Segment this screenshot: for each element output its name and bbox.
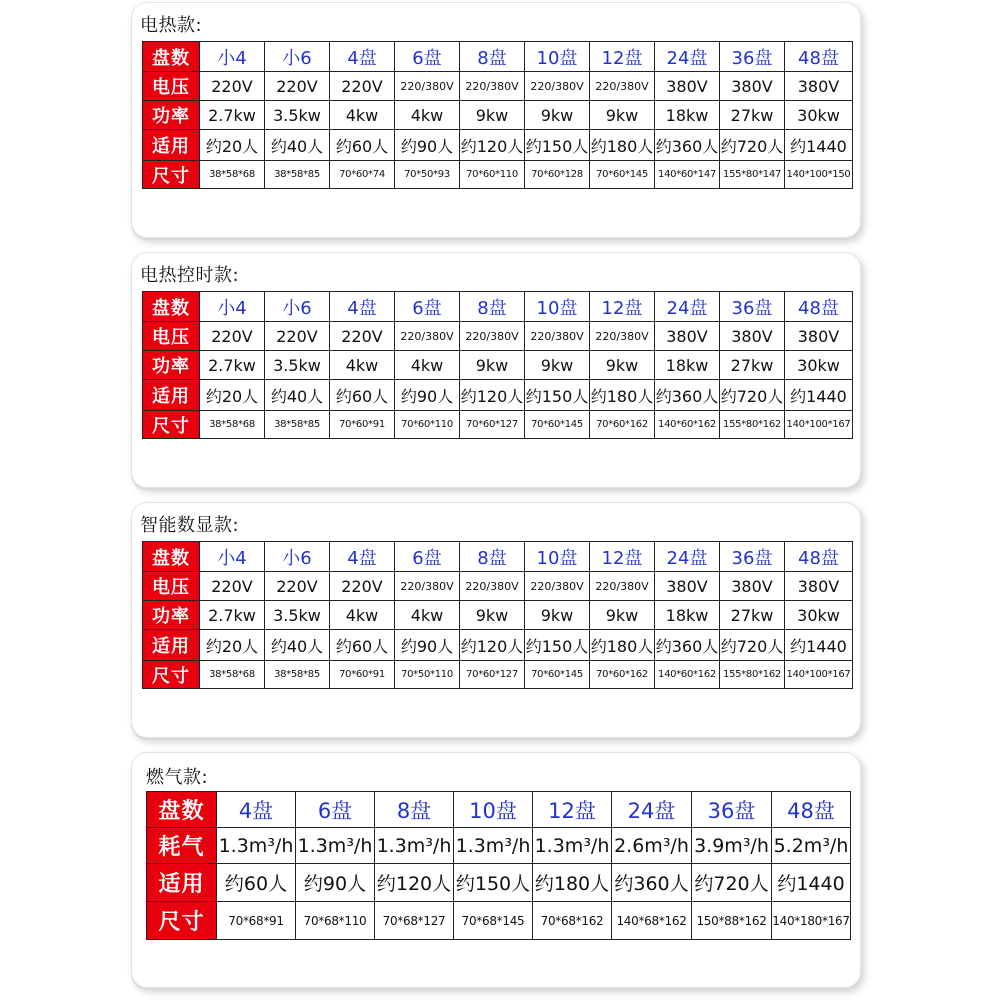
cell: 70*60*91 [330, 411, 395, 439]
cell: 70*60*74 [330, 161, 395, 189]
section-title: 智能数显款: [140, 515, 240, 536]
spec-card-electric [131, 2, 861, 238]
cell: 220/380V [525, 72, 590, 101]
cell: 36盘 [720, 542, 785, 572]
row-label: 盘数 [143, 292, 200, 322]
cell: 140*100*167 [785, 661, 853, 689]
cell: 150*88*162 [692, 902, 772, 940]
cell: 约180人 [590, 380, 655, 411]
spec-table [142, 541, 853, 689]
table-row [143, 380, 853, 411]
cell: 24盘 [612, 792, 692, 828]
cell: 70*60*127 [460, 411, 525, 439]
table-row [143, 42, 853, 72]
row-label: 电压 [143, 572, 200, 601]
cell: 30kw [785, 351, 853, 380]
cell: 155*80*147 [720, 161, 785, 189]
cell: 38*58*68 [200, 161, 265, 189]
spec-table [146, 791, 851, 940]
cell: 约40人 [265, 630, 330, 661]
cell: 2.7kw [200, 601, 265, 630]
cell: 70*68*145 [454, 902, 533, 940]
cell: 70*50*93 [395, 161, 460, 189]
row-label: 耗气 [147, 828, 217, 864]
cell: 4盘 [330, 42, 395, 72]
cell: 6盘 [395, 292, 460, 322]
cell: 27kw [720, 351, 785, 380]
cell: 约120人 [460, 130, 525, 161]
cell: 380V [720, 72, 785, 101]
table-row [143, 101, 853, 130]
cell: 220/380V [395, 572, 460, 601]
cell: 36盘 [692, 792, 772, 828]
table-row [147, 792, 851, 828]
cell: 220V [330, 322, 395, 351]
cell: 约150人 [454, 864, 533, 902]
cell: 18kw [655, 101, 720, 130]
cell: 约20人 [200, 380, 265, 411]
cell: 9kw [590, 351, 655, 380]
cell: 70*50*110 [395, 661, 460, 689]
cell: 70*60*110 [395, 411, 460, 439]
cell: 9kw [525, 351, 590, 380]
cell: 24盘 [655, 542, 720, 572]
cell: 380V [655, 572, 720, 601]
cell: 3.5kw [265, 351, 330, 380]
cell: 48盘 [785, 292, 853, 322]
cell: 140*100*167 [785, 411, 853, 439]
cell: 140*60*162 [655, 411, 720, 439]
cell: 380V [720, 322, 785, 351]
cell: 4盘 [330, 542, 395, 572]
cell: 38*58*68 [200, 411, 265, 439]
cell: 4kw [395, 351, 460, 380]
cell: 约90人 [395, 630, 460, 661]
cell: 24盘 [655, 292, 720, 322]
cell: 约90人 [395, 130, 460, 161]
row-label: 功率 [143, 351, 200, 380]
cell: 约360人 [655, 630, 720, 661]
cell: 9kw [460, 601, 525, 630]
row-label: 盘数 [143, 42, 200, 72]
table-row [143, 130, 853, 161]
cell: 12盘 [533, 792, 612, 828]
spec-card-smart-display [131, 502, 861, 738]
cell: 小4 [200, 292, 265, 322]
cell: 约90人 [296, 864, 375, 902]
cell: 220/380V [525, 572, 590, 601]
cell: 约1440 [785, 130, 853, 161]
cell: 140*100*150 [785, 161, 853, 189]
cell: 220/380V [590, 322, 655, 351]
cell: 约720人 [720, 630, 785, 661]
cell: 6盘 [296, 792, 375, 828]
cell: 380V [785, 322, 853, 351]
cell: 10盘 [525, 42, 590, 72]
cell: 38*58*68 [200, 661, 265, 689]
cell: 140*180*167 [772, 902, 851, 940]
cell: 1.3m³/h [375, 828, 454, 864]
cell: 38*58*85 [265, 161, 330, 189]
table-row [143, 161, 853, 189]
cell: 约180人 [533, 864, 612, 902]
cell: 小6 [265, 42, 330, 72]
cell: 36盘 [720, 292, 785, 322]
cell: 27kw [720, 101, 785, 130]
cell: 24盘 [655, 42, 720, 72]
cell: 70*60*128 [525, 161, 590, 189]
cell: 3.9m³/h [692, 828, 772, 864]
cell: 220/380V [460, 72, 525, 101]
cell: 70*68*110 [296, 902, 375, 940]
cell: 4kw [330, 351, 395, 380]
cell: 70*60*162 [590, 661, 655, 689]
cell: 70*60*145 [525, 661, 590, 689]
cell: 12盘 [590, 542, 655, 572]
row-label: 电压 [143, 72, 200, 101]
table-row [143, 661, 853, 689]
cell: 约180人 [590, 130, 655, 161]
cell: 约40人 [265, 380, 330, 411]
cell: 8盘 [460, 42, 525, 72]
table-row [143, 542, 853, 572]
cell: 220V [330, 572, 395, 601]
cell: 1.3m³/h [533, 828, 612, 864]
cell: 10盘 [525, 542, 590, 572]
cell: 140*60*147 [655, 161, 720, 189]
cell: 4盘 [330, 292, 395, 322]
cell: 220V [265, 322, 330, 351]
cell: 12盘 [590, 42, 655, 72]
cell: 约1440 [772, 864, 851, 902]
cell: 小4 [200, 542, 265, 572]
cell: 9kw [525, 101, 590, 130]
table-row [143, 601, 853, 630]
cell: 4盘 [217, 792, 296, 828]
cell: 约1440 [785, 380, 853, 411]
cell: 220V [200, 322, 265, 351]
cell: 220V [265, 572, 330, 601]
cell: 70*68*162 [533, 902, 612, 940]
cell: 70*60*162 [590, 411, 655, 439]
cell: 2.7kw [200, 101, 265, 130]
row-label: 功率 [143, 101, 200, 130]
cell: 小6 [265, 292, 330, 322]
cell: 10盘 [454, 792, 533, 828]
cell: 10盘 [525, 292, 590, 322]
cell: 220/380V [590, 72, 655, 101]
cell: 3.5kw [265, 601, 330, 630]
cell: 约60人 [217, 864, 296, 902]
cell: 约360人 [655, 380, 720, 411]
cell: 220/380V [395, 322, 460, 351]
cell: 70*60*91 [330, 661, 395, 689]
cell: 140*60*162 [655, 661, 720, 689]
cell: 6盘 [395, 542, 460, 572]
row-label: 功率 [143, 601, 200, 630]
cell: 140*68*162 [612, 902, 692, 940]
cell: 220V [330, 72, 395, 101]
table-row [147, 864, 851, 902]
cell: 155*80*162 [720, 661, 785, 689]
table-row [147, 828, 851, 864]
cell: 4kw [395, 601, 460, 630]
cell: 220V [200, 572, 265, 601]
table-row [143, 72, 853, 101]
cell: 220/380V [590, 572, 655, 601]
cell: 220/380V [525, 322, 590, 351]
row-label: 盘数 [147, 792, 217, 828]
cell: 约180人 [590, 630, 655, 661]
cell: 1.3m³/h [454, 828, 533, 864]
cell: 30kw [785, 101, 853, 130]
cell: 8盘 [375, 792, 454, 828]
cell: 27kw [720, 601, 785, 630]
row-label: 尺寸 [143, 411, 200, 439]
cell: 48盘 [785, 42, 853, 72]
row-label: 适用 [143, 380, 200, 411]
cell: 约20人 [200, 630, 265, 661]
cell: 70*68*127 [375, 902, 454, 940]
cell: 1.3m³/h [296, 828, 375, 864]
spec-card-electric-timer [131, 252, 861, 488]
row-label: 尺寸 [143, 661, 200, 689]
cell: 9kw [590, 601, 655, 630]
table-row [143, 411, 853, 439]
cell: 4kw [330, 101, 395, 130]
cell: 约720人 [720, 380, 785, 411]
cell: 约150人 [525, 130, 590, 161]
cell: 2.6m³/h [612, 828, 692, 864]
cell: 220/380V [395, 72, 460, 101]
cell: 220V [265, 72, 330, 101]
cell: 18kw [655, 351, 720, 380]
cell: 小6 [265, 542, 330, 572]
cell: 8盘 [460, 542, 525, 572]
cell: 1.3m³/h [217, 828, 296, 864]
cell: 3.5kw [265, 101, 330, 130]
table-row [143, 351, 853, 380]
table-row [143, 322, 853, 351]
spec-card-gas [131, 752, 861, 988]
section-title: 电热控时款: [140, 265, 240, 286]
row-label: 盘数 [143, 542, 200, 572]
spec-table [142, 41, 853, 189]
cell: 2.7kw [200, 351, 265, 380]
cell: 380V [785, 72, 853, 101]
cell: 9kw [460, 351, 525, 380]
row-label: 适用 [147, 864, 217, 902]
row-label: 尺寸 [147, 902, 217, 940]
cell: 约120人 [375, 864, 454, 902]
cell: 70*60*127 [460, 661, 525, 689]
cell: 约60人 [330, 380, 395, 411]
cell: 小4 [200, 42, 265, 72]
cell: 380V [655, 72, 720, 101]
spec-table [142, 291, 853, 439]
cell: 约90人 [395, 380, 460, 411]
cell: 约720人 [720, 130, 785, 161]
cell: 220/380V [460, 322, 525, 351]
cell: 9kw [460, 101, 525, 130]
cell: 约150人 [525, 630, 590, 661]
cell: 12盘 [590, 292, 655, 322]
cell: 约360人 [612, 864, 692, 902]
cell: 4kw [330, 601, 395, 630]
cell: 9kw [590, 101, 655, 130]
cell: 18kw [655, 601, 720, 630]
cell: 约20人 [200, 130, 265, 161]
cell: 约40人 [265, 130, 330, 161]
cell: 48盘 [785, 542, 853, 572]
cell: 9kw [525, 601, 590, 630]
cell: 约720人 [692, 864, 772, 902]
cell: 约60人 [330, 630, 395, 661]
cell: 380V [720, 572, 785, 601]
cell: 约120人 [460, 630, 525, 661]
section-title: 燃气款: [146, 767, 209, 788]
row-label: 电压 [143, 322, 200, 351]
cell: 约1440 [785, 630, 853, 661]
cell: 约60人 [330, 130, 395, 161]
cell: 70*60*145 [525, 411, 590, 439]
cell: 70*60*110 [460, 161, 525, 189]
cell: 70*68*91 [217, 902, 296, 940]
cell: 8盘 [460, 292, 525, 322]
cell: 约120人 [460, 380, 525, 411]
table-row [143, 292, 853, 322]
cell: 70*60*145 [590, 161, 655, 189]
cell: 6盘 [395, 42, 460, 72]
row-label: 适用 [143, 630, 200, 661]
row-label: 适用 [143, 130, 200, 161]
cell: 5.2m³/h [772, 828, 851, 864]
cell: 38*58*85 [265, 661, 330, 689]
table-row [143, 572, 853, 601]
table-row [147, 902, 851, 940]
cell: 220/380V [460, 572, 525, 601]
cell: 48盘 [772, 792, 851, 828]
cell: 380V [785, 572, 853, 601]
cell: 38*58*85 [265, 411, 330, 439]
cell: 30kw [785, 601, 853, 630]
cell: 36盘 [720, 42, 785, 72]
cell: 155*80*162 [720, 411, 785, 439]
cell: 380V [655, 322, 720, 351]
row-label: 尺寸 [143, 161, 200, 189]
cell: 约150人 [525, 380, 590, 411]
table-row [143, 630, 853, 661]
cell: 约360人 [655, 130, 720, 161]
section-title: 电热款: [140, 15, 203, 36]
cell: 220V [200, 72, 265, 101]
cell: 4kw [395, 101, 460, 130]
